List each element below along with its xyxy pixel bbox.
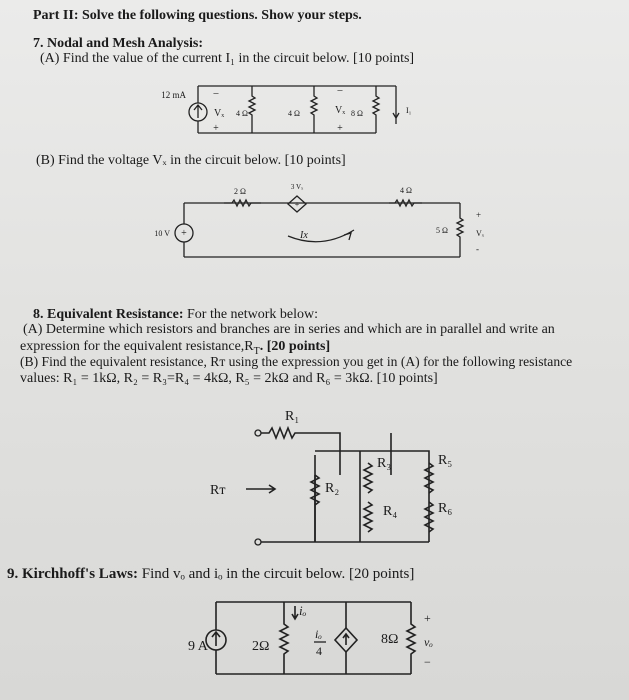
c9-source-label: 9 A xyxy=(188,639,208,654)
c9-r1-label: 2Ω xyxy=(252,639,270,654)
q8-a-line2-sub: T xyxy=(253,345,260,357)
c9-dep-den: 4 xyxy=(316,644,322,658)
q8-b-line1: (B) Find the equivalent resistance, Rᴛ using the expression you get in (A) for the following resistance xyxy=(20,354,573,369)
c7a-minus-left: − xyxy=(212,88,220,100)
c7a-vx-left: Vₓ xyxy=(214,108,225,119)
c7b-source-sign: + xyxy=(181,228,187,239)
r2-label: R₂ xyxy=(325,481,340,496)
q8-line-heading xyxy=(33,307,318,323)
q8-a-line2-text: expression for the equivalent resistance,R xyxy=(20,339,254,354)
q8-a-line2-points: . [20 points] xyxy=(259,339,331,354)
r6-label: R₆ xyxy=(438,501,453,516)
q7-part-a: (A) Find the value of the current I₁ in the circuit below. [10 points] xyxy=(40,51,415,66)
q9-heading: 9. Kirchhoff's Laws: xyxy=(7,566,138,582)
network-8 xyxy=(200,400,470,555)
c9-vo-label: vₒ xyxy=(424,635,433,649)
r3-label: R₃ xyxy=(377,456,392,471)
c7a-minus-right: − xyxy=(336,85,344,97)
c7b-r1-label: 2 Ω xyxy=(234,187,246,196)
q8-b-line2: values: R₁ = 1kΩ, R₂ = R₃=R₄ = 4kΩ, R₅ = 2kΩ and R₆ = 3kΩ. [10 points] xyxy=(20,371,438,386)
c9-io-label: iₒ xyxy=(299,603,307,618)
q9-text: Find vₒ and iₒ in the circuit below. [20 points] xyxy=(137,566,415,582)
circuit-9 xyxy=(180,598,450,700)
c7b-dep-label: 3 Vₓ xyxy=(290,183,304,191)
c7b-dep-sign: + xyxy=(294,200,300,209)
circuit-7a xyxy=(150,78,420,148)
c9-r2-label: 8Ω xyxy=(381,632,399,647)
c7b-r2-label: 4 Ω xyxy=(400,186,412,195)
q8-a-line1: (A) Determine which resistors and branches are in series and which are in parallel and write an xyxy=(23,322,555,337)
c7a-plus-left: + xyxy=(213,123,219,134)
circuit-7b xyxy=(140,178,490,263)
r1-label: R₁ xyxy=(285,409,300,424)
c7a-r2-label: 4 Ω xyxy=(288,109,300,118)
c7a-plus-right: + xyxy=(337,123,343,134)
c7b-vx-label: Vₓ xyxy=(476,229,485,238)
q8-heading: 8. Equivalent Resistance: xyxy=(33,307,184,322)
c9-dep-num: iₒ xyxy=(315,627,322,641)
r4-label: R₄ xyxy=(383,504,398,519)
c7b-source-label: 10 V xyxy=(154,229,170,238)
c7a-source-label: 12 mA xyxy=(161,90,186,100)
c9-vo-plus: + xyxy=(424,611,431,625)
c9-vo-minus: − xyxy=(424,655,431,669)
part-heading: Part II: Solve the following questions. Show your steps. xyxy=(33,8,362,23)
c7b-vx-plus: + xyxy=(476,210,482,220)
q7-part-b: (B) Find the voltage Vₓ in the circuit below. [10 points] xyxy=(36,153,346,168)
r5-label: R₅ xyxy=(438,453,453,468)
c7a-i1-label: I₁ xyxy=(406,106,412,115)
rt-label: Rᴛ xyxy=(210,483,226,498)
c7b-r3-label: 5 Ω xyxy=(436,226,448,235)
c7a-r3-label: 8 Ω xyxy=(351,109,363,118)
q9-line xyxy=(7,566,414,582)
q8-intro: For the network below: xyxy=(183,307,319,322)
c7a-r1-label: 4 Ω xyxy=(236,109,248,118)
q7-heading: 7. Nodal and Mesh Analysis: xyxy=(33,36,203,51)
c7b-ix-label: Ix xyxy=(300,230,308,241)
c7a-vx-right: Vₓ xyxy=(335,105,346,116)
c7b-vx-minus: - xyxy=(476,244,479,254)
